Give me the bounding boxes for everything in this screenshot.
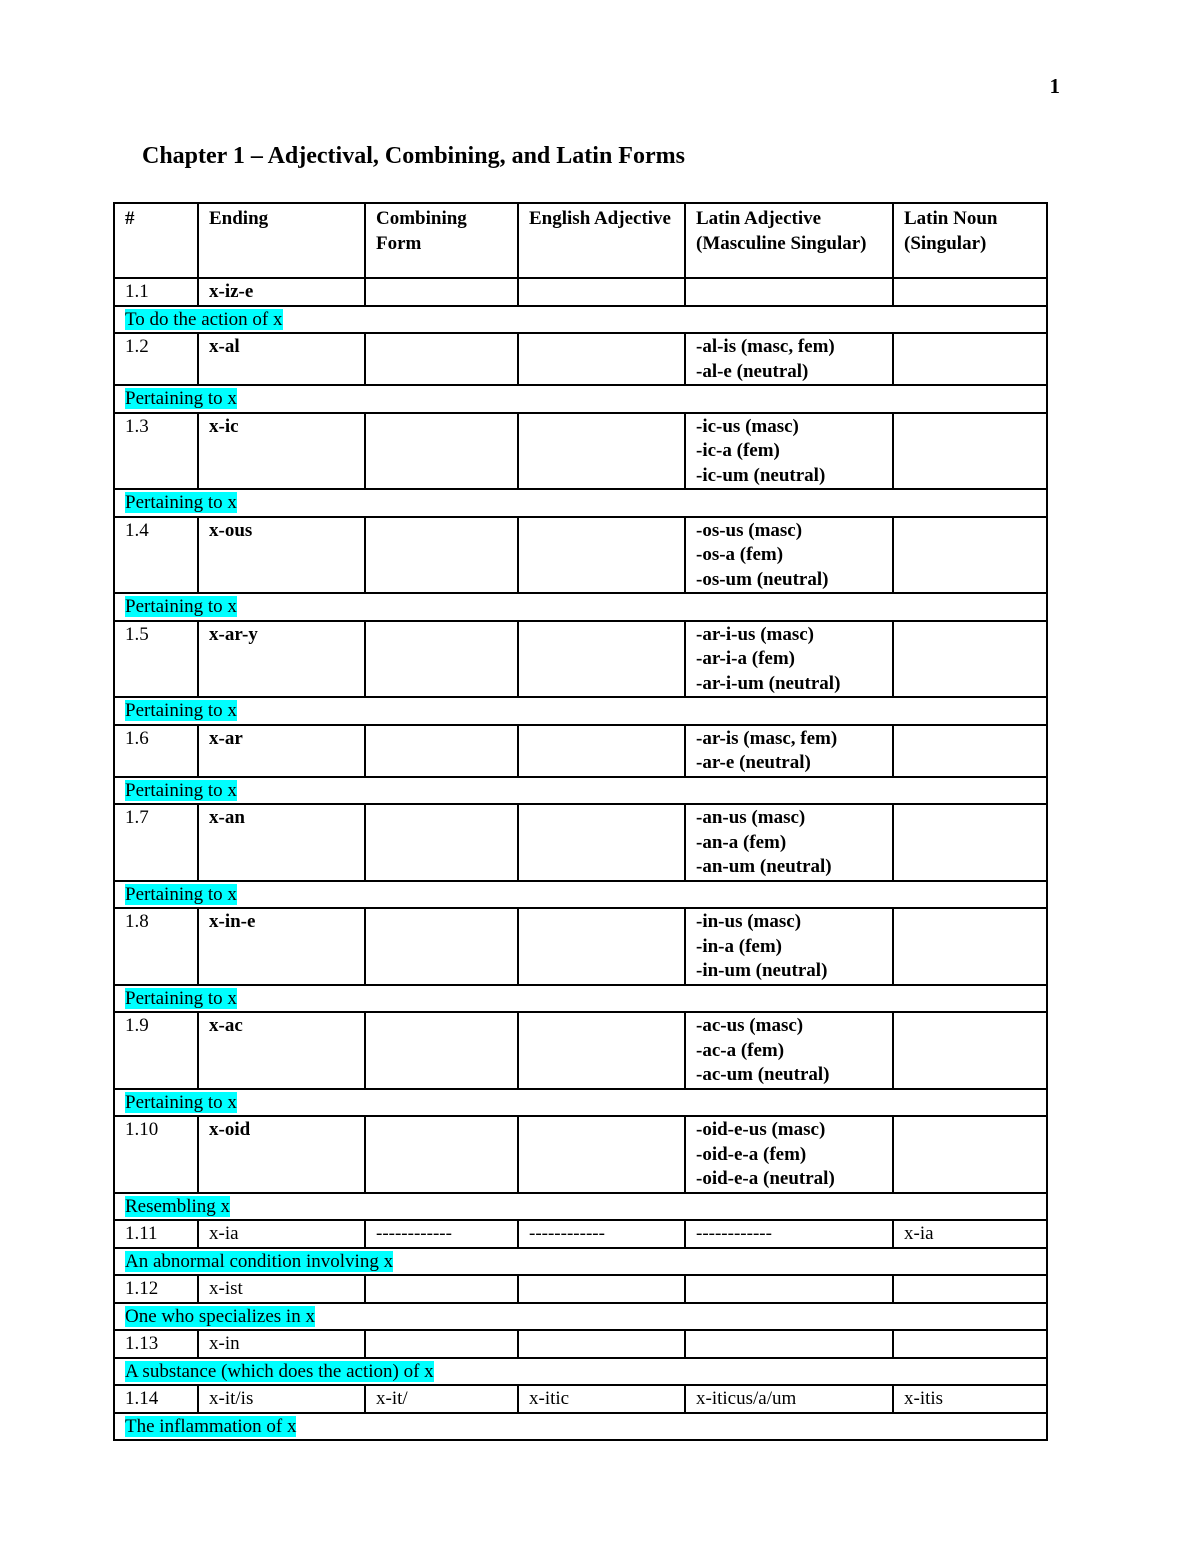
row-number: 1.2 [114,333,198,385]
row-latin-adjective [685,1275,893,1303]
row-combining-form [365,1012,518,1089]
latin-adjective-form: -ac-us (masc) [696,1015,804,1036]
row-latin-adjective [685,1385,893,1413]
latin-adjective-form: -os-a (fem) [696,544,784,565]
table-row [114,413,1047,490]
row-latin-noun [893,1330,1047,1358]
row-combining-form [365,278,518,306]
latin-adjective-form: -oid-e-a (fem) [696,1143,807,1165]
row-latin-adjective [685,804,893,881]
latin-adjective-form: -ic-us (masc) [696,415,799,437]
row-number: 1.8 [114,908,198,985]
highlighted-description: A substance (which does the action) of x [125,1360,434,1382]
row-english-adjective [518,517,685,594]
row-ending: x-in-e [198,908,365,985]
row-english-adjective [518,333,685,385]
description-cell [114,881,1047,909]
row-latin-noun [893,1116,1047,1193]
row-latin-noun [893,1275,1047,1303]
header-row [114,203,1047,278]
row-latin-adjective [685,413,893,490]
description-row [114,777,1047,805]
description-cell [114,1193,1047,1221]
row-combining-form [365,804,518,881]
header-latin-noun: Latin Noun (Singular) [893,203,1047,278]
row-latin-adjective [685,908,893,985]
row-number: 1.9 [114,1012,198,1089]
latin-adjective-form: x-iticus/a/um [696,1388,797,1409]
description-cell [114,1248,1047,1276]
highlighted-description: Pertaining to x [125,700,237,721]
highlighted-description: Pertaining to x [125,987,237,1009]
table-row [114,908,1047,985]
description-cell [114,306,1047,334]
row-latin-adjective [685,1330,893,1358]
description-cell [114,777,1047,805]
row-number: 1.4 [114,517,198,594]
description-row [114,306,1047,334]
row-latin-adjective [685,517,893,594]
row-ending: x-iz-e [198,278,365,306]
latin-adjective-form: -os-us (masc) [696,519,803,541]
description-cell [114,1358,1047,1386]
row-latin-noun [893,413,1047,490]
row-ending: x-oid [198,1116,365,1193]
highlighted-description: Pertaining to x [125,492,237,513]
latin-adjective-form: -ar-e (neutral) [696,752,811,773]
row-ending: x-ic [198,413,365,490]
description-row [114,593,1047,621]
row-english-adjective: ------------ [518,1220,685,1248]
row-latin-adjective [685,1220,893,1248]
highlighted-description: Pertaining to x [125,388,237,409]
table-row [114,517,1047,594]
header-number: # [114,203,198,278]
table-row [114,1012,1047,1089]
table-row [114,1116,1047,1193]
row-combining-form [365,413,518,490]
row-number: 1.7 [114,804,198,881]
forms-table [113,202,1048,1441]
latin-adjective-form: -ic-a (fem) [696,440,780,461]
row-combining-form [365,517,518,594]
description-row [114,385,1047,413]
description-cell [114,1413,1047,1441]
table-row [114,725,1047,777]
latin-adjective-form: -os-um (neutral) [696,568,829,590]
row-number: 1.5 [114,621,198,698]
table-row [114,804,1047,881]
description-cell [114,697,1047,725]
description-cell [114,593,1047,621]
latin-adjective-form: -ar-i-us (masc) [696,623,815,645]
highlighted-description: Pertaining to x [125,596,237,617]
latin-adjective-form: -ac-um (neutral) [696,1064,830,1085]
latin-adjective-form: -al-is (masc, fem) [696,336,835,357]
description-cell [114,1303,1047,1331]
description-row [114,1358,1047,1386]
table-row [114,1385,1047,1413]
row-latin-adjective [685,333,893,385]
row-english-adjective [518,1275,685,1303]
description-cell [114,489,1047,517]
row-latin-adjective [685,725,893,777]
row-latin-noun [893,908,1047,985]
table-row [114,333,1047,385]
row-number: 1.11 [114,1220,198,1248]
row-latin-adjective [685,1116,893,1193]
row-combining-form [365,621,518,698]
row-latin-noun: x-itis [893,1385,1047,1413]
latin-adjective-form: -ar-i-a (fem) [696,648,795,669]
table-row [114,1275,1047,1303]
row-english-adjective [518,413,685,490]
row-latin-noun [893,278,1047,306]
row-latin-noun [893,1012,1047,1089]
description-row [114,1089,1047,1117]
row-latin-noun [893,804,1047,881]
description-row [114,697,1047,725]
description-cell [114,1089,1047,1117]
row-ending: x-ous [198,517,365,594]
description-cell [114,385,1047,413]
description-row [114,489,1047,517]
row-latin-noun: x-ia [893,1220,1047,1248]
description-row [114,1413,1047,1441]
table-row [114,1220,1047,1248]
description-row [114,881,1047,909]
latin-adjective-form: -an-us (masc) [696,807,806,828]
row-number: 1.14 [114,1385,198,1413]
row-latin-noun [893,517,1047,594]
row-combining-form [365,1275,518,1303]
row-combining-form: x-it/ [365,1385,518,1413]
row-combining-form [365,725,518,777]
highlighted-description: Pertaining to x [125,1091,237,1113]
header-english-adjective: English Adjective [518,203,685,278]
latin-adjective-form: -an-a (fem) [696,831,787,853]
highlighted-description: The inflammation of x [125,1415,297,1437]
row-english-adjective [518,1012,685,1089]
table-row [114,278,1047,306]
latin-adjective-form: ------------ [696,1223,772,1244]
row-number: 1.6 [114,725,198,777]
header-combining-form: Combining Form [365,203,518,278]
chapter-title: Chapter 1 – Adjectival, Combining, and Latin Forms [142,143,685,169]
latin-adjective-form: -oid-e-us (masc) [696,1119,826,1140]
row-english-adjective [518,725,685,777]
description-row [114,1248,1047,1276]
highlighted-description: Pertaining to x [125,779,237,801]
row-latin-noun [893,333,1047,385]
row-ending: x-it/is [198,1385,365,1413]
description-row [114,1303,1047,1331]
latin-adjective-form: -an-um (neutral) [696,856,832,877]
row-number: 1.10 [114,1116,198,1193]
row-ending: x-al [198,333,365,385]
row-number: 1.3 [114,413,198,490]
header-ending: Ending [198,203,365,278]
latin-adjective-form: -in-a (fem) [696,935,782,957]
row-combining-form [365,1330,518,1358]
row-number: 1.12 [114,1275,198,1303]
highlighted-description: Resembling x [125,1195,231,1217]
row-ending: x-ar-y [198,621,365,698]
latin-adjective-form: -al-e (neutral) [696,360,809,382]
latin-adjective-form: -in-um (neutral) [696,960,828,981]
row-ending: x-ac [198,1012,365,1089]
highlighted-description: Pertaining to x [125,883,237,905]
row-ending: x-ist [198,1275,365,1303]
description-cell [114,985,1047,1013]
row-ending: x-an [198,804,365,881]
row-latin-noun [893,725,1047,777]
description-row [114,1193,1047,1221]
table-row [114,621,1047,698]
row-combining-form [365,908,518,985]
latin-adjective-form: -ic-um (neutral) [696,464,826,486]
row-number: 1.13 [114,1330,198,1358]
row-english-adjective [518,908,685,985]
row-latin-adjective [685,278,893,306]
latin-adjective-form: -ac-a (fem) [696,1039,785,1061]
latin-adjective-form: -ar-i-um (neutral) [696,672,841,694]
header-latin-adjective: Latin Adjective (Masculine Singular) [685,203,893,278]
highlighted-description: One who specializes in x [125,1305,315,1327]
row-english-adjective: x-itic [518,1385,685,1413]
page-number: 1 [1049,74,1060,98]
row-english-adjective [518,278,685,306]
row-number: 1.1 [114,278,198,306]
row-combining-form: ------------ [365,1220,518,1248]
row-combining-form [365,1116,518,1193]
row-ending: x-in [198,1330,365,1358]
row-english-adjective [518,1116,685,1193]
row-ending: x-ia [198,1220,365,1248]
row-ending: x-ar [198,725,365,777]
latin-adjective-form: -in-us (masc) [696,911,802,932]
highlighted-description: An abnormal condition involving x [125,1250,394,1272]
description-row [114,985,1047,1013]
row-latin-adjective [685,621,893,698]
row-latin-adjective [685,1012,893,1089]
row-english-adjective [518,804,685,881]
row-english-adjective [518,621,685,698]
row-english-adjective [518,1330,685,1358]
highlighted-description: To do the action of x [125,308,283,330]
row-latin-noun [893,621,1047,698]
latin-adjective-form: -ar-is (masc, fem) [696,727,838,749]
row-combining-form [365,333,518,385]
latin-adjective-form: -oid-e-a (neutral) [696,1168,835,1189]
table-row [114,1330,1047,1358]
